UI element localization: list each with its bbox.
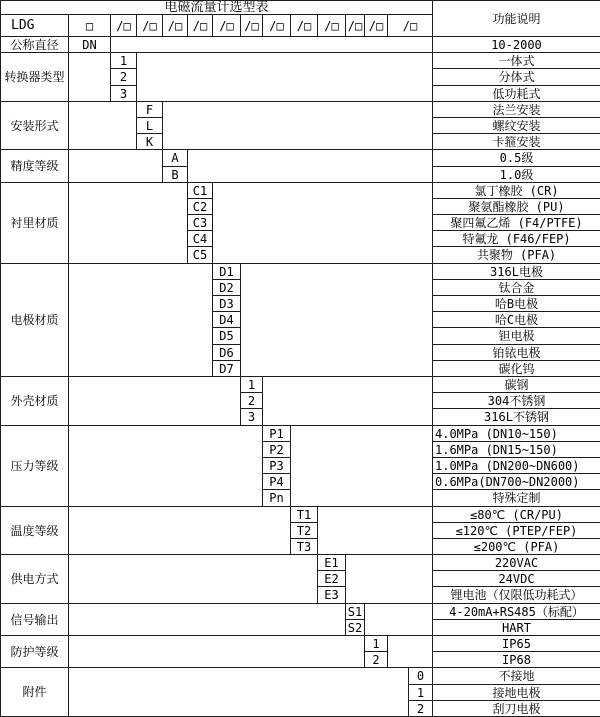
model-slash-box-cell: /□ (162, 14, 188, 37)
option-desc-cell: 10-2000 (432, 36, 600, 53)
option-desc-cell: 碳钢 (432, 376, 600, 393)
model-slash-box-cell: /□ (187, 14, 213, 37)
option-desc-cell: 特殊定制 (432, 489, 600, 507)
model-slash-box-cell: /□ (262, 14, 291, 37)
empty-cell (345, 554, 433, 604)
empty-cell (136, 52, 433, 102)
option-code-cell: 2 (408, 700, 433, 717)
option-code-cell: 2 (364, 651, 388, 668)
option-code-cell: E3 (317, 586, 346, 604)
option-code-cell: K (136, 133, 163, 150)
category-label: 外壳材质 (0, 376, 69, 426)
option-desc-cell: 铂铱电极 (432, 344, 600, 361)
option-code-cell: D3 (212, 295, 241, 312)
empty-cell (212, 182, 433, 264)
option-code-cell: S1 (345, 603, 365, 620)
option-desc-cell: 法兰安装 (432, 101, 600, 118)
option-code-cell: D6 (212, 344, 241, 361)
option-desc-cell: 聚氨酯橡胶 (PU) (432, 198, 600, 215)
category-label: 安装形式 (0, 101, 69, 150)
empty-cell (68, 425, 263, 507)
empty-cell (68, 554, 318, 604)
category-label: 温度等级 (0, 506, 69, 555)
empty-cell (110, 36, 433, 53)
option-desc-cell: 刮刀电极 (432, 700, 600, 717)
option-desc-cell: IP68 (432, 651, 600, 668)
option-code-cell: D2 (212, 279, 241, 296)
option-desc-cell: 哈C电极 (432, 311, 600, 328)
option-code-cell: C4 (187, 230, 213, 247)
option-desc-cell: IP65 (432, 635, 600, 652)
option-desc-cell: 接地电极 (432, 684, 600, 701)
category-label: 精度等级 (0, 149, 69, 183)
option-desc-cell: 316L不锈钢 (432, 408, 600, 426)
category-label: 信号输出 (0, 603, 69, 636)
option-desc-cell: 钽电极 (432, 327, 600, 345)
category-label: 衬里材质 (0, 182, 69, 264)
option-code-cell: D5 (212, 327, 241, 345)
category-label: 压力等级 (0, 425, 69, 507)
option-code-cell: E2 (317, 570, 346, 587)
option-code-cell: F (136, 101, 163, 118)
option-code-cell: C3 (187, 214, 213, 231)
option-code-cell: 3 (240, 408, 263, 426)
option-desc-cell: 共聚物 (PFA) (432, 246, 600, 264)
option-desc-cell: ≤80℃ (CR/PU) (432, 506, 600, 523)
option-desc-cell: 不接地 (432, 667, 600, 685)
model-slash-box-cell: /□ (240, 14, 263, 37)
option-desc-cell: 聚四氟乙烯 (F4/PTFE) (432, 214, 600, 231)
option-code-cell: 1 (110, 52, 137, 69)
option-code-cell: 1 (240, 376, 263, 393)
category-label: 公称直径 (0, 36, 69, 53)
option-desc-cell: 螺纹安装 (432, 117, 600, 134)
option-code-cell: A (162, 149, 188, 167)
empty-cell (68, 635, 365, 668)
empty-cell (68, 376, 241, 426)
option-code-cell: B (162, 166, 188, 183)
option-code-cell: L (136, 117, 163, 134)
option-desc-cell: 碳化钨 (432, 360, 600, 377)
table-title: 电磁流量计选型表 (0, 0, 433, 15)
option-desc-cell: 一体式 (432, 52, 600, 69)
option-code-cell: P2 (262, 441, 291, 458)
option-code-cell: 2 (110, 68, 137, 86)
option-desc-cell: 4-20mA+RS485（标配） (432, 603, 600, 620)
category-label: 防护等级 (0, 635, 69, 668)
model-slash-box-cell: /□ (317, 14, 346, 37)
empty-cell (68, 603, 346, 636)
option-code-cell: T2 (290, 522, 318, 539)
option-code-cell: E1 (317, 554, 346, 571)
empty-cell (387, 635, 433, 668)
option-code-cell: 2 (240, 392, 263, 409)
empty-cell (364, 603, 433, 636)
model-slash-box-cell: /□ (290, 14, 318, 37)
option-desc-cell: 1.0MPa (DN200~DN600) (432, 457, 600, 474)
option-desc-cell: 1.0级 (432, 166, 600, 183)
option-desc-cell: 0.5级 (432, 149, 600, 167)
option-desc-cell: 氯丁橡胶 (CR) (432, 182, 600, 199)
option-code-cell: 3 (110, 85, 137, 102)
option-code-cell: P3 (262, 457, 291, 474)
category-label: 转换器类型 (0, 52, 69, 102)
option-desc-cell: 锂电池（仅限低功耗式） (432, 586, 600, 604)
option-code-cell: C5 (187, 246, 213, 264)
option-desc-cell: 1.6MPa (DN15~150) (432, 441, 600, 458)
model-slash-box-cell: /□ (387, 14, 433, 37)
option-code-cell: 0 (408, 667, 433, 685)
option-code-cell: 1 (408, 684, 433, 701)
option-code-cell: C2 (187, 198, 213, 215)
option-code-cell: D7 (212, 360, 241, 377)
option-code-cell: 1 (364, 635, 388, 652)
option-code-cell: DN (68, 36, 111, 53)
model-slash-box-cell: /□ (345, 14, 365, 37)
option-desc-cell: 卡箍安装 (432, 133, 600, 150)
empty-cell (68, 52, 111, 102)
option-code-cell: P1 (262, 425, 291, 442)
empty-cell (68, 263, 213, 377)
category-label: 附件 (0, 667, 69, 717)
empty-cell (262, 376, 433, 426)
empty-cell (187, 149, 433, 183)
option-code-cell: T3 (290, 538, 318, 555)
empty-cell (68, 182, 188, 264)
option-code-cell: S2 (345, 619, 365, 636)
option-desc-cell: 220VAC (432, 554, 600, 571)
option-desc-cell: ≤200℃ (PFA) (432, 538, 600, 555)
option-code-cell: D4 (212, 311, 241, 328)
model-slash-box-cell: /□ (212, 14, 241, 37)
option-code-cell: C1 (187, 182, 213, 199)
empty-cell (317, 506, 433, 555)
option-desc-cell: 钛合金 (432, 279, 600, 296)
option-desc-cell: 低功耗式 (432, 85, 600, 102)
category-label: 供电方式 (0, 554, 69, 604)
model-prefix-cell: LDG (0, 14, 69, 37)
model-slash-box-cell: /□ (110, 14, 137, 37)
option-code-cell: D1 (212, 263, 241, 280)
option-desc-cell: 316L电极 (432, 263, 600, 280)
function-column-header: 功能说明 (432, 0, 600, 37)
option-code-cell: Pn (262, 489, 291, 507)
option-desc-cell: 特氟龙 (F46/FEP) (432, 230, 600, 247)
empty-cell (68, 506, 291, 555)
model-slash-box-cell: /□ (364, 14, 388, 37)
empty-cell (68, 149, 163, 183)
option-code-cell: P4 (262, 473, 291, 490)
option-desc-cell: 304不锈钢 (432, 392, 600, 409)
empty-cell (68, 101, 137, 150)
option-desc-cell: 哈B电极 (432, 295, 600, 312)
model-base-box-cell: □ (68, 14, 111, 37)
category-label: 电极材质 (0, 263, 69, 377)
option-desc-cell: 0.6MPa(DN700~DN2000) (432, 473, 600, 490)
option-desc-cell: 24VDC (432, 570, 600, 587)
empty-cell (240, 263, 433, 377)
option-desc-cell: HART (432, 619, 600, 636)
empty-cell (68, 667, 409, 717)
option-desc-cell: ≤120℃ (PTEP/FEP) (432, 522, 600, 539)
empty-cell (290, 425, 433, 507)
empty-cell (162, 101, 433, 150)
option-code-cell: T1 (290, 506, 318, 523)
option-desc-cell: 4.0MPa (DN10~150) (432, 425, 600, 442)
model-slash-box-cell: /□ (136, 14, 163, 37)
option-desc-cell: 分体式 (432, 68, 600, 86)
